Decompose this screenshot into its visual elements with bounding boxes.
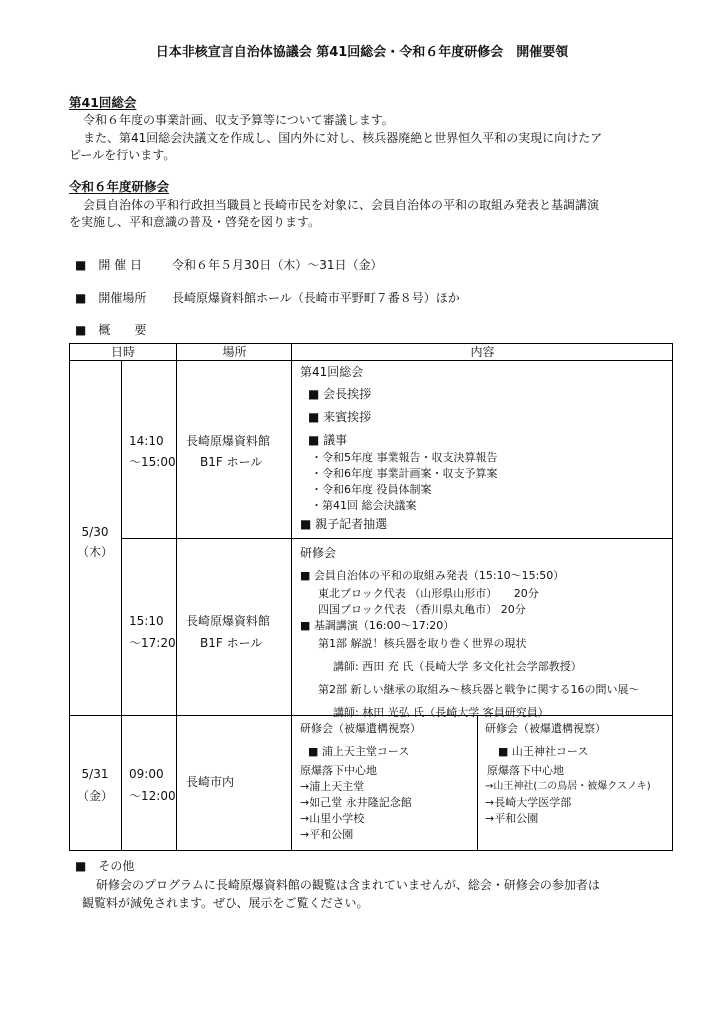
row3-weekday: （金） (76, 789, 113, 803)
row3-left-stop-1: 原爆落下中心地 (300, 764, 377, 777)
row2-lecturer-1: 講師: 西田 充 氏（長崎大学 多文化社会学部教授） (333, 660, 582, 673)
venue-label: ■ 開催場所 (75, 291, 147, 305)
row1-place-1: 長崎原爆資料館 (186, 434, 271, 448)
row3-right-stop-4: →平和公園 (485, 812, 539, 825)
row3-date: 5/31 (81, 767, 109, 781)
section-heading-training: 令和６年度研修会 (69, 179, 170, 194)
day1-weekday: （木） (76, 545, 113, 559)
row3-left-course: ■ 浦上天主堂コース (308, 745, 410, 758)
row1-item-2: ・令和6年度 事業計画案・収支予算案 (311, 467, 498, 480)
row1-bullet-3: ■ 議事 (308, 433, 348, 447)
row2-place-2: B1F ホール (200, 636, 263, 650)
row2-time-start: 15:10 (129, 614, 164, 628)
date-value: 令和６年５月30日（木）～31日（金） (172, 258, 383, 272)
venue-value: 長崎原爆資料館ホール（長崎市平野町７番８号）ほか (172, 291, 460, 305)
other-text-2: 観覧料が減免されます。ぜひ、展示をご覧ください。 (82, 896, 369, 910)
row3-right-stop-1: 原爆落下中心地 (487, 764, 564, 777)
row2-title: 研修会 (300, 546, 337, 560)
row2-bullet-2: ■ 基調講演（16:00～17:20） (300, 619, 455, 632)
row3-left-title: 研修会（被爆遺構視察） (300, 722, 421, 735)
row2-bullet-1: ■ 会員自治体の平和の取組み発表（15:10～15:50） (300, 569, 565, 582)
row3-left-stop-5: →平和公園 (300, 828, 354, 841)
row3-place: 長崎市内 (186, 775, 235, 789)
row1-bullet-1: ■ 会長挨拶 (308, 387, 372, 401)
row3-time-start: 09:00 (129, 767, 164, 781)
row3-time-end: ～12:00 (129, 789, 176, 803)
page-title: 日本非核宣言自治体協議会 第41回総会・令和６年度研修会 開催要領 (155, 45, 569, 60)
row2-lecturer-2: 講師: 林田 光弘 氏（長崎大学 客員研究員） (333, 706, 549, 719)
row1-bullet-2: ■ 来賓挨拶 (308, 410, 372, 424)
date-label: ■ 開 催 日 (75, 258, 142, 272)
row3-left-stop-2: →浦上天主堂 (300, 780, 365, 793)
row3-right-stop-3: →長崎大学医学部 (485, 796, 572, 809)
general-meeting-text-1: 令和６年度の事業計画、収支予算等について審議します。 (83, 113, 394, 127)
row2-presenter-2: 四国ブロック代表 （香川県丸亀市） 20分 (318, 603, 526, 616)
training-text-2: を実施し、平和意識の普及・啓発を図ります。 (69, 215, 321, 229)
row2-presenter-1: 東北ブロック代表 （山形県山形市） 20分 (318, 587, 539, 600)
row2-place-1: 長崎原爆資料館 (186, 614, 271, 628)
row3-left-stop-4: →山里小学校 (300, 812, 365, 825)
general-meeting-text-3: ピールを行います。 (69, 148, 176, 162)
row3-right-title: 研修会（被爆遺構視察） (485, 722, 606, 735)
training-text-1: 会員自治体の平和行政担当職員と長崎市民を対象に、会員自治体の平和の取組み発表と基調講演 (83, 198, 600, 212)
row3-right-stop-2: →山王神社(二の鳥居・被爆クスノキ) (485, 781, 651, 792)
row2-time-end: ～17:20 (129, 636, 176, 650)
row1-item-3: ・令和6年度 役員体制案 (311, 483, 432, 496)
overview-label: ■ 概 要 (75, 323, 147, 337)
row1-place-2: B1F ホール (200, 455, 263, 469)
row3-right-course: ■ 山王神社コース (498, 745, 589, 758)
row1-time-start: 14:10 (129, 434, 164, 448)
row1-bullet-4: ■ 親子記者抽選 (300, 517, 388, 531)
other-text-1: 研修会のプログラムに長崎原爆資料館の観覧は含まれていませんが、総会・研修会の参加者は (96, 878, 600, 892)
day1-date: 5/30 (81, 525, 109, 539)
table-header-datetime: 日時 (110, 345, 135, 359)
other-label: ■ その他 (75, 859, 135, 873)
section-heading-general-meeting: 第41回総会 (69, 95, 137, 110)
row1-item-4: ・第41回 総会決議案 (311, 499, 417, 512)
table-header-content: 内容 (470, 345, 495, 359)
table-header-place: 場所 (222, 345, 247, 359)
row1-title: 第41回総会 (300, 365, 364, 379)
row1-time-end: ～15:00 (129, 455, 176, 469)
row3-left-stop-3: →如己堂 永井隆記念館 (300, 796, 412, 809)
general-meeting-text-2: また、第41回総会決議文を作成し、国内外に対し、核兵器廃絶と世界恒久平和の実現に向けたア (83, 131, 603, 145)
row2-part-1: 第1部 解説！核兵器を取り巻く世界の現状 (318, 637, 527, 650)
row2-part-2: 第2部 新しい継承の取組み～核兵器と戦争に関する16の問い展～ (318, 683, 640, 696)
row1-item-1: ・令和5年度 事業報告・収支決算報告 (311, 451, 498, 464)
